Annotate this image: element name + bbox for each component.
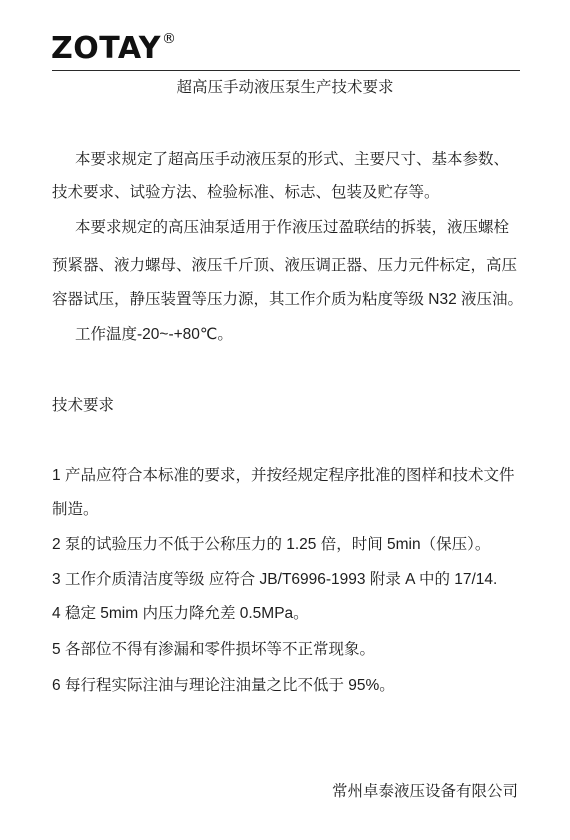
brand-logo [51,33,175,67]
company-name: 常州卓泰液压设备有限公司 [331,783,518,800]
requirement-item-5 [52,639,375,661]
requirements-heading: 技术要求 [52,397,115,414]
intro-paragraph-2-line-3: 容器试压，静压装置等压力源，其工作介质为粘度等级 N32 液压油。 [52,291,524,308]
requirement-text: 各部位不得有渗漏和零件损坏等不正常现象。 [64,641,375,658]
registered-mark: ® [161,31,176,47]
working-temperature: 工作温度-20~-+80℃。 [75,326,233,343]
requirement-number: 5 [52,641,61,658]
requirement-text: 每行程实际注油与理论注油量之比不低于 95%。 [64,677,395,694]
intro-paragraph-1-line-2: 技术要求、试验方法、检验标准、标志、包装及贮存等。 [52,184,440,201]
requirement-text: 稳定 5mim 内压力降允差 0.5MPa。 [64,605,309,622]
requirement-text: 工作介质清洁度等级 应符合 JB/T6996-1993 附录 A 中的 17/14. [64,571,498,588]
requirement-number: 6 [52,677,61,694]
requirement-item-2 [52,534,490,556]
requirement-item-1 [52,465,514,487]
requirement-number: 3 [52,571,61,588]
requirement-number: 2 [52,536,61,553]
intro-paragraph-2-line-1: 本要求规定的高压油泵适用于作液压过盈联结的拆装，液压螺栓 [75,219,510,236]
brand-name: ZOTAY [51,31,161,66]
intro-paragraph-1-line-1: 本要求规定了超高压手动液压泵的形式、主要尺寸、基本参数、 [75,151,510,168]
requirement-number: 1 [52,467,61,484]
requirement-number: 4 [52,605,61,622]
requirement-text: 产品应符合本标准的要求，并按经规定程序批准的图样和技术文件 [64,467,515,484]
intro-paragraph-2-line-2: 预紧器、液力螺母、液压千斤顶、液压调正器、压力元件标定，高压 [52,257,518,274]
requirement-item-3 [52,569,497,591]
requirement-item-4 [52,603,309,625]
header-divider [52,70,520,71]
requirement-item-6 [52,675,395,697]
requirement-text: 泵的试验压力不低于公称压力的 1.25 倍，时间 5min（保压）。 [64,536,491,553]
requirement-item-1-continuation: 制造。 [52,501,99,518]
document-title: 超高压手动液压泵生产技术要求 [176,79,394,96]
